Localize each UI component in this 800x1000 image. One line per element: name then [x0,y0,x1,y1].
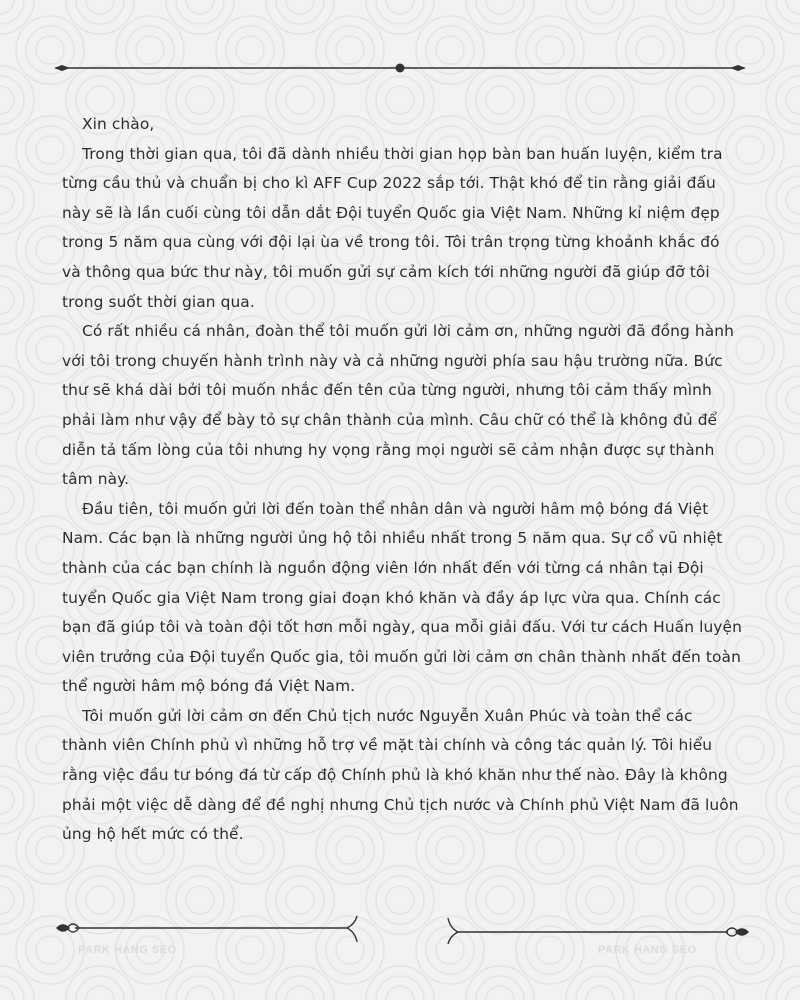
watermark-left: PARK HANG SEO [78,944,177,956]
flourish-divider-icon [55,914,365,946]
letter-paragraph: Đầu tiên, tôi muốn gửi lời đến toàn thể nhân dân và người hâm mộ bóng đá Việt Nam. Các bạn là những người ủng hộ tôi nhiều nhất trong 5 năm qua. Sự cổ vũ nhiệt thành của các bạn chính là nguồn động viên lớn nhất đến với từng cá nhân tại Đội tuyển Quốc gia Việt Nam trong giai đoạn khó khăn và đầy áp lực vừa qua. Chính các bạn đã giúp tôi và toàn đội tốt hơn mỗi ngày, qua mỗi giải đấu. Với tư cách Huấn luyện viên trưởng của Đội tuyển Quốc gia, tôi muốn gửi lời cảm ơn chân thành nhất đến toàn thể người hâm mộ bóng đá Việt Nam. [62,499,742,696]
watermark-right: PARK HANG SEO [598,944,697,956]
flourish-divider-icon [440,914,750,946]
letter-paragraph: Trong thời gian qua, tôi đã dành nhiều thời gian họp bàn ban huấn luyện, kiểm tra từng cầu thủ và chuẩn bị cho kì AFF Cup 2022 sắp tới. Thật khó để tin rằng giải đấu này sẽ là lần cuối cùng tôi dẫn dắt Đội tuyển Quốc gia Việt Nam. Những kỉ niệm đẹp trong 5 năm qua cùng với đội lại ùa về trong tôi. Tôi trân trọng từng khoảnh khắc đó và thông qua bức thư này, tôi muốn gửi sự cảm kích tới những người đã giúp đỡ tôi trong suốt thời gian qua. [62,144,723,311]
letter-body [62,110,742,850]
letter-paragraph: Tôi muốn gửi lời cảm ơn đến Chủ tịch nước Nguyễn Xuân Phúc và toàn thể các thành viên Chính phủ vì những hỗ trợ về mặt tài chính và công tác quản lý. Tôi hiểu rằng việc đầu tư bóng đá từ cấp độ Chính phủ là khó khăn như thế nào. Đây là không phải một việc dễ dàng để đề nghị nhưng Chủ tịch nước và Chính phủ Việt Nam đã luôn ủng hộ hết mức có thể. [62,706,739,844]
greeting: Xin chào, [82,115,155,133]
ornamental-divider-icon [50,58,750,78]
letter-paragraph: Có rất nhiều cá nhân, đoàn thể tôi muốn gửi lời cảm ơn, những người đã đồng hành với tôi trong chuyến hành trình này và cả những người phía sau hậu trường nữa. Bức thư sẽ khá dài bởi tôi muốn nhắc đến tên của từng người, nhưng tôi cảm thấy mình phải làm như vậy để bày tỏ sự chân thành của mình. Câu chữ có thể là không đủ để diễn tả tấm lòng của tôi nhưng hy vọng rằng mọi người sẽ cảm nhận được sự thành tâm này. [62,322,734,489]
